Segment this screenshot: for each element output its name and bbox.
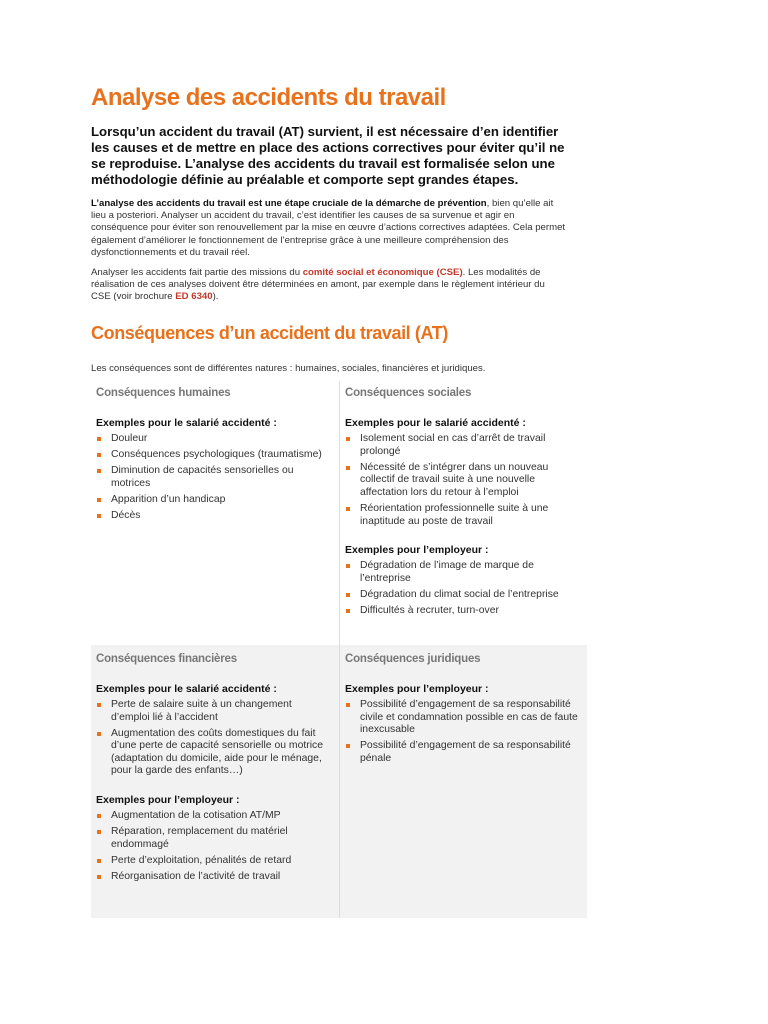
bullet-icon [346,507,350,511]
list-item-text: Augmentation des coûts domestiques du fait d’une perte de capacité sensorielle ou motrice (adaptation du domicile, aide pour le ménage, pour la garde des enfants…) [111,727,323,777]
bullet-icon [346,437,350,441]
bullet-icon [97,875,101,879]
list-item-text: Perte d’exploitation, pénalités de retard [111,854,292,866]
brochure-link[interactable]: ED 6340 [175,291,213,303]
bullet-icon [97,830,101,834]
cell-title: Conséquences financières [96,653,237,665]
cse-paragraph [91,267,567,304]
examples-heading: Exemples pour l’employeur : [345,544,489,557]
cell-social-consequences [339,381,587,645]
cell-financial-consequences [91,645,339,918]
list-item [96,728,333,778]
list-item-text: Possibilité d’engagement de sa responsabilité civile et condamnation possible en cas de faute inexcusable [360,699,578,736]
bullet-icon [346,744,350,748]
list-item [345,589,581,602]
cell-human-consequences [91,381,339,645]
list-item [345,462,581,500]
bullet-icon [346,703,350,707]
consequences-grid [91,381,587,918]
bullet-icon [97,453,101,457]
list-item [345,699,581,737]
list-item-text: Augmentation de la cotisation AT/MP [111,810,281,822]
list-item-text: Dégradation de l’image de marque de l’entreprise [360,560,534,584]
page-title: Analyse des accidents du travail [91,84,446,111]
bullet-icon [97,469,101,473]
examples-heading: Exemples pour le salarié accidenté : [96,683,277,695]
list-item-text: Difficultés à recruter, turn-over [360,604,499,616]
list-item-text: Apparition d’un handicap [111,493,226,505]
list-item-text: Perte de salaire suite à un changement d’emploi lié à l’accident [111,699,292,723]
list-item [96,494,333,507]
bullet-icon [97,514,101,518]
cell-title: Conséquences humaines [96,387,231,399]
list-item-text: Dégradation du climat social de l’entreprise [360,588,559,600]
cse-link[interactable]: comité social et économique (CSE) [302,267,463,278]
bullet-icon [97,437,101,441]
examples-list [345,560,581,617]
examples-heading: Exemples pour l’employeur : [96,794,240,807]
list-item-text: Conséquences psychologiques (traumatisme) [111,449,322,461]
lead-paragraph: Lorsqu’un accident du travail (AT) survient, il est nécessaire d’en identifier les causes et de mettre en place des actions correctives pour éviter qu’il ne se reproduise. L’analyse des accidents du travail est formalisée selon une méthodologie définie au préalable et comporte sept grandes étapes. [91,124,565,187]
list-item [345,503,581,528]
cell-title: Conséquences juridiques [345,653,481,665]
examples-heading: Exemples pour le salarié accidenté : [96,417,277,429]
bullet-icon [97,732,101,736]
examples-list [345,699,581,765]
list-item [345,740,581,765]
list-item-text: Diminution de capacités sensorielles ou motrices [111,465,294,489]
bullet-icon [97,814,101,818]
bullet-icon [97,498,101,502]
list-item [96,871,333,884]
list-item [96,810,333,823]
cse-paragraph-middle: . Les modalités de réalisation de ces analyses doivent être déterminées en amont, par exemple dans le règlement intérieur du CSE (voir brochure [91,267,545,303]
list-item [345,433,581,458]
cse-paragraph-start: Analyser les accidents fait partie des missions du [91,267,303,278]
list-item [96,449,333,462]
section-title: Conséquences d’un accident du travail (AT) [91,323,448,343]
cell-legal-consequences [339,645,587,918]
list-item-text: Décès [111,509,141,521]
section-intro: Les conséquences sont de différentes natures : humaines, sociales, financières et juridiques. [91,363,486,374]
intro-paragraph [91,198,567,259]
cse-paragraph-end: ). [212,291,219,303]
list-item-text: Nécessité de s’intégrer dans un nouveau collectif de travail suite à une nouvelle affectation lors du retour à l’emploi [360,461,549,498]
list-item [345,605,581,618]
bullet-icon [346,609,350,613]
list-item-text: Réparation, remplacement du matériel endommagé [111,826,288,850]
list-item [96,510,333,523]
examples-list [96,810,333,883]
list-item-text: Réorganisation de l’activité de travail [111,870,281,882]
examples-list [96,433,333,523]
intro-paragraph-bold: L’analyse des accidents du travail est une étape cruciale de la démarche de prévention [91,198,487,209]
examples-heading: Exemples pour le salarié accidenté : [345,417,526,429]
cell-title: Conséquences sociales [345,387,472,399]
bullet-icon [346,564,350,568]
list-item-text: Douleur [111,433,148,444]
list-item [96,465,333,490]
intro-paragraph-rest: , bien qu’elle ait lieu a posteriori. Analyser un accident du travail, c’est identifier les causes de sa survenue et agir en conséquence pour éviter son renouvellement par la mise en œuvre d’actions correctives adaptées. Cela permet également d’améliorer le fonctionnement de l’entreprise grâce à une meilleure compréhension des dysfonctionnements et du travail réel. [91,198,566,258]
list-item-text: Isolement social en cas d’arrêt de travail prolongé [360,433,546,457]
list-item [96,826,333,851]
list-item [96,433,333,446]
bullet-icon [346,593,350,597]
list-item [345,560,581,585]
list-item-text: Réorientation professionnelle suite à une inaptitude au poste de travail [360,502,549,527]
list-item [96,855,333,868]
bullet-icon [97,859,101,863]
bullet-icon [97,703,101,707]
bullet-icon [346,466,350,470]
list-item-text: Possibilité d’engagement de sa responsabilité pénale [360,740,571,764]
list-item [96,699,333,724]
examples-list [345,433,581,528]
examples-list [96,699,333,778]
examples-heading: Exemples pour l’employeur : [345,683,489,695]
